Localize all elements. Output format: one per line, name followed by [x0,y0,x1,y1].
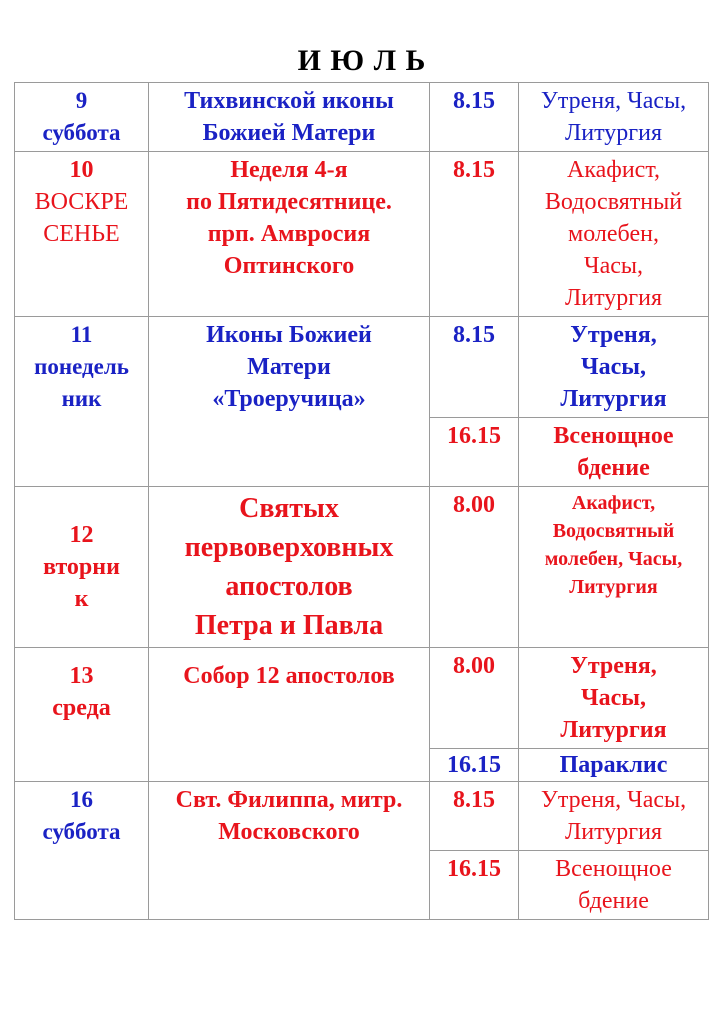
service-line: Часы, [580,354,646,380]
feast-cell [149,487,430,648]
feast-line: Петра и Павла [194,610,384,641]
services-cell [519,487,709,648]
services-cell [519,418,709,487]
feast-line: Свт. Филиппа, митр. [175,787,403,813]
feast-line: Матери [247,354,331,380]
feast-line: Святых [239,493,339,524]
date-cell [15,152,149,317]
weekday-label: понедель [34,354,129,379]
service-time: 8.15 [453,157,495,183]
day-number: 16 [70,787,93,812]
feast-line: Божией Матери [202,120,376,146]
table-row [15,782,709,851]
feast-cell [149,648,430,782]
services-cell [519,83,709,152]
service-line: Часы, [580,685,646,711]
weekday-label: вторни [43,554,120,580]
table-row [15,152,709,317]
service-line: Всенощное [555,856,672,882]
services-cell [519,749,709,782]
service-time: 8.15 [453,787,495,813]
service-time: 16.15 [447,856,501,882]
table-row [15,648,709,749]
service-line: Утреня, [570,653,657,679]
service-time: 8.00 [453,492,495,518]
weekday-label: СЕНЬЕ [43,221,120,247]
feast-line: Оптинского [223,253,355,279]
service-line: Литургия [560,717,667,743]
services-cell [519,648,709,749]
time-cell [430,851,519,920]
page-title: И Ю Л Ь [297,44,427,77]
service-line: Литургия [560,386,667,412]
day-number: 11 [70,322,93,347]
service-time: 16.15 [447,423,501,449]
weekday-label: суббота [42,819,121,844]
feast-cell [149,782,430,920]
schedule-table [14,82,709,920]
service-line: Утреня, Часы, [540,787,687,813]
service-line: Литургия [564,285,663,311]
services-cell [519,317,709,418]
day-number: 10 [69,157,94,183]
time-cell [430,83,519,152]
feast-cell [149,83,430,152]
date-cell [15,317,149,487]
date-cell [15,83,149,152]
services-cell [519,782,709,851]
service-line: Литургия [564,819,663,845]
time-cell [430,782,519,851]
service-line: Утреня, [570,322,657,348]
service-line: Водосвятный [544,189,683,215]
weekday-label: ник [61,386,102,411]
feast-line: по Пятидесятнице. [186,189,392,215]
day-number: 12 [69,522,94,548]
service-time: 16.15 [447,752,501,778]
feast-line: «Троеручица» [212,386,366,412]
services-cell [519,152,709,317]
table-row [15,317,709,418]
feast-line: Неделя 4-я [230,157,348,183]
feast-line: апостолов [225,571,353,602]
date-cell [15,487,149,648]
service-line: молебен, Часы, [544,548,683,570]
time-cell [430,648,519,749]
feast-line: Иконы Божией [206,322,372,348]
time-cell [430,749,519,782]
weekday-label: суббота [42,120,121,145]
service-line: Литургия [564,120,663,146]
feast-line: Собор 12 апостолов [183,663,395,689]
table-row [15,487,709,648]
service-line: Акафист, [566,157,660,183]
service-line: Водосвятный [552,520,675,542]
feast-line: Тихвинской иконы [184,88,394,114]
weekday-label: ВОСКРЕ [34,189,129,215]
service-time: 8.15 [453,322,495,348]
feast-cell [149,317,430,487]
service-line: Акафист, [571,492,656,514]
time-cell [430,487,519,648]
time-cell [430,317,519,418]
service-line: Часы, [583,253,644,279]
day-number: 9 [75,88,88,113]
weekday-label: к [74,586,89,612]
service-time: 8.15 [453,88,495,114]
service-line: Всенощное [553,423,674,449]
service-line: молебен, [568,221,659,247]
weekday-label: среда [52,695,111,721]
day-number: 13 [69,663,94,689]
service-line: Утреня, Часы, [540,88,687,114]
services-cell [519,851,709,920]
time-cell [430,418,519,487]
feast-line: прп. Амвросия [207,221,371,247]
feast-line: Московского [218,819,360,845]
date-cell [15,648,149,782]
service-time: 8.00 [453,653,495,679]
service-line: Параклис [559,752,668,778]
table-row [15,83,709,152]
time-cell [430,152,519,317]
service-line: бдение [578,888,649,914]
feast-cell [149,152,430,317]
service-line: бдение [577,455,650,481]
date-cell [15,782,149,920]
service-line: Литургия [569,576,658,598]
feast-line: первоверховных [184,532,394,563]
